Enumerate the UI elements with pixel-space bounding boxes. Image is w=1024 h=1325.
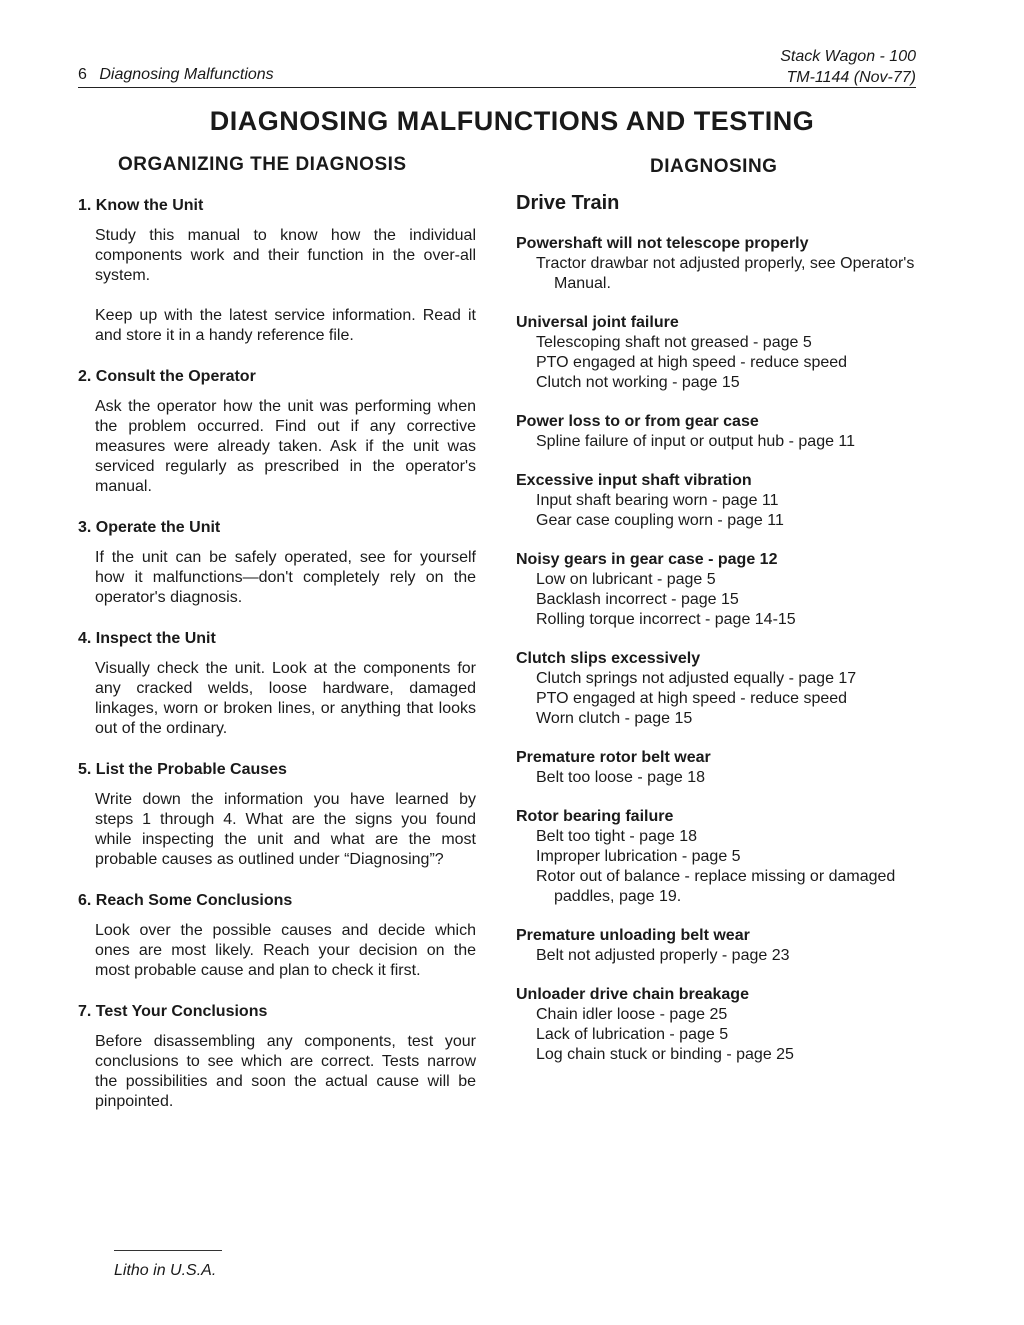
page-header-left bbox=[78, 66, 274, 84]
drive-train-heading: Drive Train bbox=[516, 192, 620, 214]
page-number: 6 bbox=[78, 66, 87, 83]
symptom-block bbox=[516, 550, 926, 630]
section-name: Diagnosing Malfunctions bbox=[99, 66, 274, 83]
step-paragraph: Visually check the unit. Look at the components for any cracked welds, loose hardware, damaged linkages, worn or broken lines, or anything that looks out of the ordinary. bbox=[95, 660, 476, 737]
footer-litho: Litho in U.S.A. bbox=[114, 1262, 217, 1279]
cause-item: Input shaft bearing worn - page 11 bbox=[536, 492, 779, 509]
cause-item: PTO engaged at high speed - reduce speed bbox=[536, 354, 848, 371]
symptom-block bbox=[516, 748, 926, 788]
step-title: 6. Reach Some Conclusions bbox=[78, 892, 293, 909]
organizing-steps bbox=[78, 196, 476, 1133]
cause-item: Worn clutch - page 15 bbox=[536, 710, 693, 727]
step-title: 1. Know the Unit bbox=[78, 197, 204, 214]
symptom-block bbox=[516, 985, 926, 1065]
symptom-block bbox=[516, 412, 926, 452]
step-4 bbox=[78, 629, 476, 739]
step-6 bbox=[78, 891, 476, 981]
symptom-block bbox=[516, 313, 926, 393]
step-title: 3. Operate the Unit bbox=[78, 519, 221, 536]
symptom-title: Power loss to or from gear case bbox=[516, 413, 759, 430]
symptom-title: Universal joint failure bbox=[516, 314, 679, 331]
step-title: 4. Inspect the Unit bbox=[78, 630, 216, 647]
header-rule bbox=[78, 87, 916, 88]
symptom-block bbox=[516, 649, 926, 729]
step-paragraph: If the unit can be safely operated, see for yourself how it malfunctions—don't completely rely on the operator's diagnosis. bbox=[95, 549, 476, 606]
symptom-title: Rotor bearing failure bbox=[516, 808, 674, 825]
symptom-title: Premature rotor belt wear bbox=[516, 749, 711, 766]
product-name: Stack Wagon - 100 bbox=[780, 48, 916, 65]
cause-item: Spline failure of input or output hub - page 11 bbox=[536, 433, 856, 450]
footer-rule bbox=[114, 1250, 222, 1251]
symptom-block bbox=[516, 807, 926, 907]
step-5 bbox=[78, 760, 476, 870]
symptom-block bbox=[516, 926, 926, 966]
cause-item: Belt not adjusted properly - page 23 bbox=[536, 947, 790, 964]
cause-item: Clutch not working - page 15 bbox=[536, 374, 740, 391]
cause-item: Log chain stuck or binding - page 25 bbox=[536, 1046, 794, 1063]
step-3 bbox=[78, 518, 476, 608]
symptom-block bbox=[516, 471, 926, 531]
right-column-heading: DIAGNOSING bbox=[650, 156, 778, 177]
step-title: 7. Test Your Conclusions bbox=[78, 1003, 268, 1020]
step-paragraph: Before disassembling any components, test your conclusions to see which are correct. Tests narrow the possibilities and soon the actual cause will be pinpointed. bbox=[95, 1033, 476, 1110]
left-column-heading: ORGANIZING THE DIAGNOSIS bbox=[118, 154, 407, 175]
symptom-title: Powershaft will not telescope properly bbox=[516, 235, 809, 252]
step-paragraph: Ask the operator how the unit was performing when the problem occurred. Find out if any corrective measures were already taken. Ask if the unit was serviced regularly as prescribed in the operator's manual. bbox=[95, 398, 476, 495]
symptom-list bbox=[516, 234, 926, 1065]
step-paragraph: Write down the information you have learned by steps 1 through 4. What are the signs you found while inspecting the unit and what are the most probable causes as outlined under “Diagnosing”? bbox=[95, 791, 476, 868]
cause-item: Chain idler loose - page 25 bbox=[536, 1006, 728, 1023]
symptom-title: Noisy gears in gear case - page 12 bbox=[516, 551, 778, 568]
cause-item: Backlash incorrect - page 15 bbox=[536, 591, 739, 608]
step-paragraph: Look over the possible causes and decide which ones are most likely. Reach your decision on the most probable cause and plan to check it first. bbox=[95, 922, 476, 979]
manual-id: TM-1144 (Nov-77) bbox=[786, 69, 916, 86]
symptom-title: Clutch slips excessively bbox=[516, 650, 701, 667]
cause-item: Improper lubrication - page 5 bbox=[536, 848, 741, 865]
step-title: 2. Consult the Operator bbox=[78, 368, 256, 385]
page-header-right bbox=[780, 46, 916, 88]
diagnosing-column bbox=[516, 192, 926, 1084]
symptom-block bbox=[516, 234, 926, 294]
cause-item: Telescoping shaft not greased - page 5 bbox=[536, 334, 812, 351]
cause-item: Gear case coupling worn - page 11 bbox=[536, 512, 784, 529]
cause-item: Clutch springs not adjusted equally - page 17 bbox=[536, 670, 857, 687]
cause-item: Tractor drawbar not adjusted properly, see Operator's Manual. bbox=[536, 255, 915, 292]
cause-item: Rotor out of balance - replace missing or damaged paddles, page 19. bbox=[536, 868, 896, 905]
cause-item: Lack of lubrication - page 5 bbox=[536, 1026, 729, 1043]
symptom-title: Unloader drive chain breakage bbox=[516, 986, 749, 1003]
cause-item: Rolling torque incorrect - page 14-15 bbox=[536, 611, 796, 628]
cause-item: PTO engaged at high speed - reduce speed bbox=[536, 690, 848, 707]
step-2 bbox=[78, 367, 476, 497]
step-paragraph: Keep up with the latest service information. Read it and store it in a handy reference file. bbox=[95, 307, 476, 344]
cause-item: Low on lubricant - page 5 bbox=[536, 571, 716, 588]
step-1 bbox=[78, 196, 476, 346]
cause-item: Belt too tight - page 18 bbox=[536, 828, 697, 845]
page-title: DIAGNOSING MALFUNCTIONS AND TESTING bbox=[209, 106, 815, 136]
step-paragraph: Study this manual to know how the individual components work and their function in the over-all system. bbox=[95, 227, 476, 284]
step-title: 5. List the Probable Causes bbox=[78, 761, 287, 778]
step-7 bbox=[78, 1002, 476, 1112]
cause-item: Belt too loose - page 18 bbox=[536, 769, 706, 786]
symptom-title: Excessive input shaft vibration bbox=[516, 472, 752, 489]
symptom-title: Premature unloading belt wear bbox=[516, 927, 750, 944]
